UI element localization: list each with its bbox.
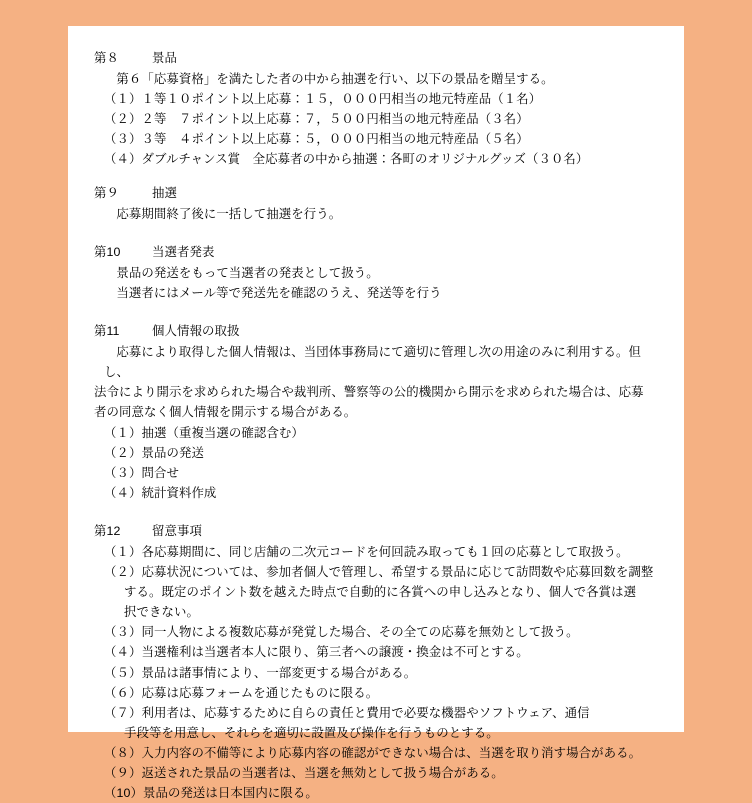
section-8-item-4 <box>104 149 658 169</box>
item-number: （８） <box>104 745 142 760</box>
item-number: （１） <box>104 544 142 559</box>
section-8-item-2 <box>104 109 658 129</box>
item-text: 返送された景品の当選者は、当選を無効として扱う場合がある。 <box>141 766 504 780</box>
item-text: 応募状況については、参加者個人で管理し、希望する景品に応じて訪問数や応募回数を調整 <box>141 565 654 580</box>
item-number: （５） <box>104 665 142 680</box>
spacer <box>94 312 658 321</box>
section-9-lead: 応募期間終了後に一括して抽選を行う。 <box>116 206 342 221</box>
item-text: 当選権利は当選者本人に限り、第三者への譲渡・換金は不可とする。 <box>141 645 529 660</box>
section-12-item-4 <box>104 642 658 662</box>
section-12-heading <box>94 521 658 541</box>
section-12-item-3 <box>104 622 658 642</box>
document-page <box>68 26 684 801</box>
section-11-item-3 <box>104 463 658 483</box>
section-11-item-1 <box>104 423 658 443</box>
item-text: １等１０ポイント以上応募：１５，０００円相当の地元特産品（１名） <box>141 92 542 107</box>
section-8-item-3 <box>104 129 658 149</box>
section-12-number: 第12 <box>94 523 121 538</box>
section-11-title: 個人情報の取扱 <box>152 324 240 339</box>
item-number: （３） <box>104 132 142 147</box>
item-number: （４） <box>104 152 142 167</box>
spacer <box>94 233 658 242</box>
section-11-item-2 <box>104 443 658 463</box>
section-8-lead: 第６「応募資格」を満たした者の中から抽選を行い、以下の景品を贈呈する。 <box>116 72 554 87</box>
section-8-number: 第８ <box>94 51 119 65</box>
section-8-item-1 <box>104 89 658 109</box>
section-10-lead: 景品の発送をもって当選者の発表として扱う。 <box>116 265 379 280</box>
section-11 <box>94 321 658 503</box>
item-number: （１） <box>104 92 142 107</box>
section-12-item-7-cont-1: 手段等を用意し、それらを適切に設置及び操作を行うものとする。 <box>124 725 499 740</box>
item-text: 同一人物による複数応募が発覚した場合、その全ての応募を無効として扱う。 <box>141 625 579 640</box>
section-11-paragraph-line-1: 応募により取得した個人情報は、当団体事務局にて適切に管理し次の用途のみに利用する。但し、 <box>104 345 641 380</box>
item-text: 景品の発送は日本国内に限る。 <box>142 786 318 801</box>
item-text: ２等 ７ポイント以上応募：７，５００円相当の地元特産品（３名） <box>141 112 529 127</box>
item-text: 景品の発送 <box>141 445 204 460</box>
section-8 <box>94 48 658 170</box>
section-12-item-2 <box>104 562 658 582</box>
section-11-paragraph-line-3: 者の同意なく個人情報を開示する場合がある。 <box>94 405 357 420</box>
item-number: （３） <box>104 465 142 480</box>
section-9-number: 第９ <box>94 185 119 200</box>
section-11-item-4 <box>104 483 658 503</box>
section-12-title: 留意事項 <box>152 523 202 538</box>
item-number: （２） <box>104 565 142 580</box>
section-12-item-1 <box>104 542 658 562</box>
item-text: ３等 ４ポイント以上応募：５，０００円相当の地元特産品（５名） <box>141 132 529 147</box>
item-text: 景品は諸事情により、一部変更する場合がある。 <box>141 665 417 680</box>
item-number: （２） <box>104 112 142 127</box>
section-10-title: 当選者発表 <box>152 244 215 259</box>
item-number: （６） <box>104 685 142 700</box>
spacer <box>94 512 658 521</box>
section-8-heading <box>94 48 658 68</box>
item-text: 利用者は、応募するために自らの責任と費用で必要な機器やソフトウェア、通信 <box>141 705 590 720</box>
section-10-lead-2: 当選者にはメール等で発送先を確認のうえ、発送等を行う <box>116 285 442 300</box>
section-9 <box>94 183 658 224</box>
section-8-title: 景品 <box>152 51 177 65</box>
section-10 <box>94 242 658 303</box>
section-9-heading <box>94 183 658 203</box>
section-12-item-9 <box>104 763 658 783</box>
item-number: （９） <box>104 766 142 780</box>
item-text: 入力内容の不備等により応募内容の確認ができない場合は、当選を取り消す場合がある。 <box>141 745 642 760</box>
section-12-item-2-cont-2: 択できない。 <box>124 605 199 620</box>
section-10-number: 第10 <box>94 244 121 259</box>
document-body <box>94 48 658 803</box>
item-text: 統計資料作成 <box>141 485 217 500</box>
item-number: （４） <box>104 645 142 660</box>
section-12-item-8 <box>104 743 658 763</box>
item-text: 問合せ <box>141 465 179 480</box>
item-text: 各応募期間に、同じ店舗の二次元コードを何回読み取っても１回の応募として取扱う。 <box>141 544 629 559</box>
section-12-item-2-cont-1: する。既定のポイント数を越えた時点で自動的に各賞への申し込みとなり、個人で各賞は選 <box>124 585 637 600</box>
item-number: （３） <box>104 625 142 640</box>
section-12-item-10 <box>104 783 658 803</box>
item-text: 応募は応募フォームを通じたものに限る。 <box>141 685 379 700</box>
item-number: （７） <box>104 705 142 720</box>
section-12-item-7 <box>104 703 658 723</box>
section-11-paragraph-line-2: 法令により開示を求められた場合や裁判所、警察等の公的機関から開示を求められた場合は、応募 <box>94 385 644 400</box>
section-12-item-5 <box>104 663 658 683</box>
item-number: （１） <box>104 425 142 440</box>
section-11-number: 第11 <box>94 324 120 339</box>
section-12 <box>94 521 658 803</box>
item-number: （10） <box>104 786 143 801</box>
section-11-heading <box>94 321 658 341</box>
section-9-title: 抽選 <box>152 185 177 200</box>
section-12-item-6 <box>104 683 658 703</box>
item-text: 抽選（重複当選の確認含む） <box>141 425 304 440</box>
item-text: ダブルチャンス賞 全応募者の中から抽選：各町のオリジナルグッズ（３０名） <box>141 152 589 167</box>
item-number: （４） <box>104 485 142 500</box>
item-number: （２） <box>104 445 142 460</box>
section-10-heading <box>94 242 658 262</box>
